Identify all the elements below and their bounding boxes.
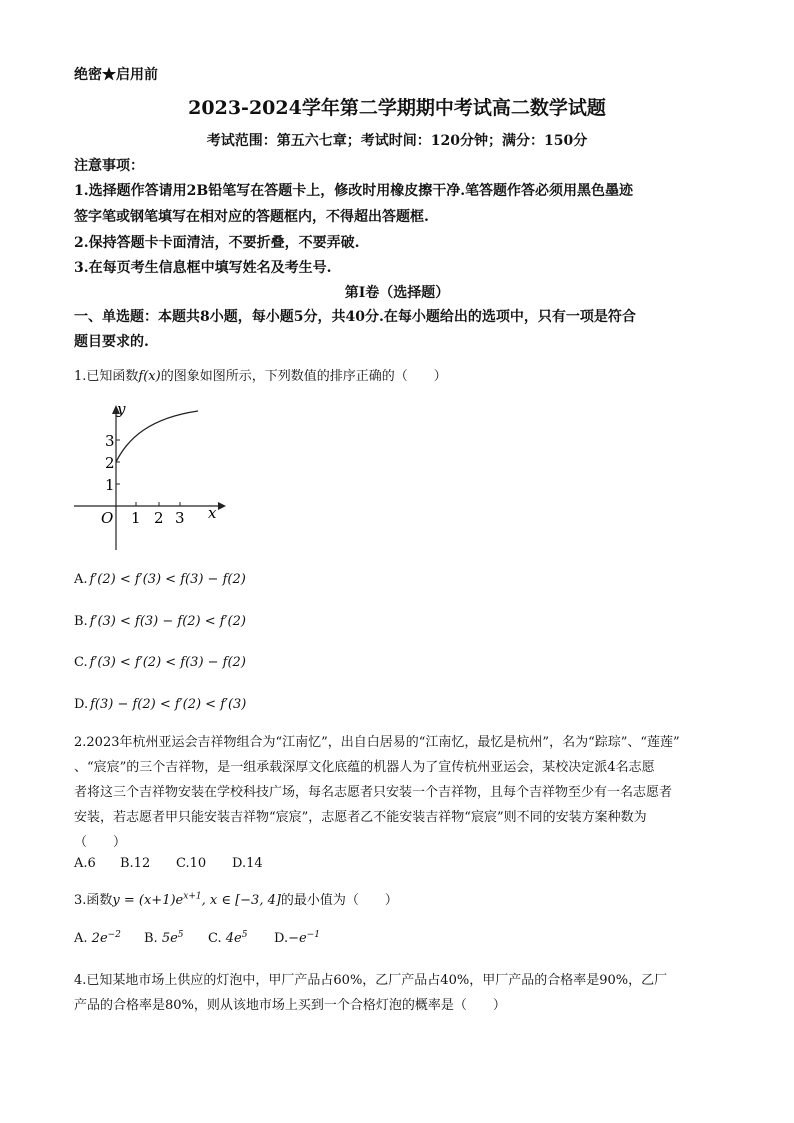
q2-option-d[interactable]: D.14 — [232, 856, 263, 871]
q1-option-d-label: D. — [74, 697, 89, 712]
q1-option-b-label: B. — [74, 614, 88, 629]
q3-stem-pre: 3.函数 — [74, 893, 113, 908]
q2-line-5: （ ） — [74, 835, 127, 850]
part-heading-line-2: 题目要求的. — [74, 334, 149, 350]
q3-option-a[interactable] — [74, 930, 144, 946]
q1-stem — [74, 365, 724, 384]
q2-options — [74, 856, 724, 871]
q3-stem — [74, 889, 724, 908]
q3-option-a-exp: −2 — [107, 930, 121, 940]
q3-options — [74, 930, 724, 946]
q1-option-d-text: f(3) − f(2) < f′(2) < f′(3) — [90, 697, 247, 712]
q1-stem-func: f(x) — [138, 369, 161, 384]
secret-mark: 绝密★启用前 — [74, 67, 158, 83]
x-tick-label-3: 3 — [175, 509, 185, 527]
q3-option-a-base: 2e — [91, 931, 108, 947]
notes-heading: 注意事项： — [74, 158, 144, 174]
q4-line-2: 产品的合格率是80%，则从该地市场上买到一个合格灯泡的概率是（ ） — [74, 998, 506, 1013]
exam-title: 2023-2024学年第二学期期中考试高二数学试题 — [188, 97, 606, 119]
q3-option-b-label: B. — [144, 931, 158, 947]
function-curve — [116, 411, 198, 462]
q3-option-b-base: 5e — [161, 931, 178, 947]
q3-option-d-label: D. — [274, 931, 289, 947]
q1-option-b-text: f′(3) < f(3) − f(2) < f′(2) — [89, 614, 246, 629]
q3-stem-exp: x+1 — [183, 891, 202, 902]
q1-option-b[interactable] — [74, 614, 246, 629]
y-tick-label-3: 3 — [105, 432, 115, 450]
q3-stem-func: y = (x+1)e — [112, 893, 184, 908]
q2-line-1: 2.2023年杭州亚运会吉祥物组合为“江南忆”，出自白居易的“江南忆，最忆是杭州”，名为“踪琮”、“莲莲” — [74, 735, 680, 750]
q2-line-2: 、“宸宸”的三个吉祥物，是一组承载深厚文化底蕴的机器人为了宣传杭州亚运会，某校决定派4名志愿 — [74, 760, 655, 775]
q1-stem-pre: 1.已知函数 — [74, 369, 139, 384]
q1-option-a[interactable] — [74, 572, 246, 587]
q1-stem-post: 的图象如图所示，下列数值的排序正确的（ ） — [160, 369, 447, 384]
note-line-2: 签字笔或钢笔填写在相对应的答题框内，不得超出答题框. — [74, 209, 429, 225]
q3-option-a-label: A. — [74, 931, 88, 947]
q1-option-a-label: A. — [74, 572, 88, 587]
q3-option-c-base: 4e — [225, 931, 242, 947]
part-heading-line-1: 一、单选题：本题共8小题，每小题5分，共40分.在每小题给出的选项中，只有一项是符合 — [74, 309, 636, 325]
x-axis-label: x — [208, 504, 217, 522]
note-line-1: 1.选择题作答请用2B铅笔写在答题卡上，修改时用橡皮擦干净.笔答题作答必须用黑色墨迹 — [74, 183, 634, 199]
y-tick-label-1: 1 — [105, 476, 115, 494]
q2-line-4: 安装，若志愿者甲只能安装吉祥物“宸宸”，志愿者乙不能安装吉祥物“宸宸”则不同的安装方案种数为 — [74, 810, 647, 825]
x-tick-label-2: 2 — [154, 509, 164, 527]
note-line-4: 3.在每页考生信息框中填写姓名及考生号. — [74, 260, 332, 276]
q3-option-c-label: C. — [208, 931, 222, 947]
q3-option-d-exp: −1 — [306, 930, 320, 940]
q3-stem-domain: , x ∈ [−3, 4] — [201, 893, 281, 908]
origin-label: O — [101, 509, 114, 527]
x-tick-label-1: 1 — [131, 509, 141, 527]
x-axis-arrow-icon — [218, 502, 226, 510]
q3-option-d[interactable] — [274, 930, 320, 946]
q1-option-d[interactable] — [74, 697, 246, 712]
q1-function-graph — [70, 400, 230, 552]
q1-option-c-text: f′(3) < f′(2) < f(3) − f(2) — [89, 655, 246, 670]
q3-option-c-exp: 5 — [241, 930, 248, 940]
q2-line-3: 者将这三个吉祥物安装在学校科技广场，每名志愿者只安装一个吉祥物，且每个吉祥物至少有一名志愿者 — [74, 785, 673, 800]
q3-stem-post: 的最小值为（ ） — [280, 893, 398, 908]
q1-option-c[interactable] — [74, 655, 246, 670]
note-line-3: 2.保持答题卡卡面清洁，不要折叠，不要弄破. — [74, 235, 360, 251]
q2-option-c[interactable]: C.10 — [176, 856, 207, 871]
exam-subtitle: 考试范围：第五六七章；考试时间：120分钟；满分：150分 — [206, 133, 588, 149]
q2-option-a[interactable]: A.6 — [74, 856, 96, 871]
q3-option-b-exp: 5 — [177, 930, 184, 940]
y-tick-label-2: 2 — [105, 454, 115, 472]
q4-line-1: 4.已知某地市场上供应的灯泡中，甲厂产品占60%，乙厂产品占40%，甲厂产品的合格率是90%，乙厂 — [74, 973, 668, 988]
y-axis-label: y — [117, 400, 126, 418]
q3-option-b[interactable] — [144, 930, 208, 946]
volume-title: 第I卷（选择题） — [344, 285, 450, 301]
q3-option-c[interactable] — [208, 930, 274, 946]
q3-option-d-base: −e — [288, 931, 307, 947]
q1-option-a-text: f′(2) < f′(3) < f(3) − f(2) — [89, 572, 246, 587]
q2-option-b[interactable]: B.12 — [120, 856, 151, 871]
q1-option-c-label: C. — [74, 655, 88, 670]
